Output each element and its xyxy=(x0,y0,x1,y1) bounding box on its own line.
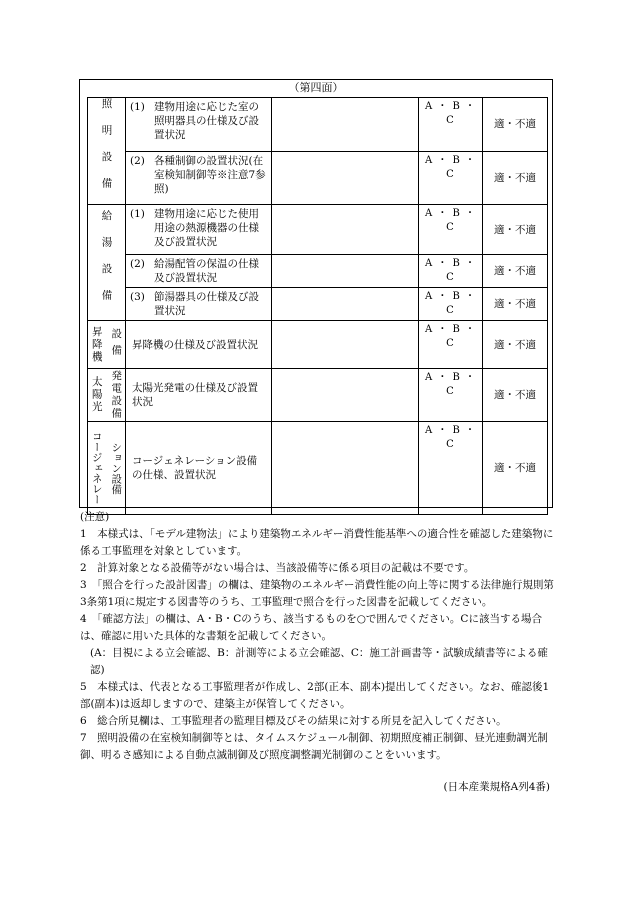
item-text: 建物用途に応じた室の照明器具の仕様及び設置状況 xyxy=(154,101,259,141)
item-number: (1) xyxy=(130,208,145,220)
note-item: 5 本様式は、代表となる工事監理者が作成し、2部(正本、副本)提出してください。なお、確認後1部(副本)は返却しますので、建築主が保管してください。 xyxy=(80,681,550,710)
design-doc-cell[interactable] xyxy=(272,321,419,369)
verdict-choice[interactable]: 適・不適 xyxy=(483,369,548,422)
item-number: (3) xyxy=(130,291,145,303)
method-choice[interactable]: A ・ B ・ C xyxy=(419,98,483,152)
item-text: 節湯器具の仕様及び設置状況 xyxy=(154,291,259,317)
verdict-choice[interactable]: 適・不適 xyxy=(483,151,548,205)
design-doc-cell[interactable] xyxy=(272,369,419,422)
item-cell xyxy=(126,288,272,321)
note-item: 2 計算対象となる設備等がない場合は、当該設備等に係る項目の記載は不要です。 xyxy=(80,562,475,574)
page-label: （第四面） xyxy=(288,81,344,94)
table-row xyxy=(88,98,548,152)
table-row xyxy=(88,369,548,422)
item-text: 昇降機の仕様及び設置状況 xyxy=(132,338,258,351)
note-item: (A：目視による立会確認、B：計測等による立会確認、C：施工計画書等・試験成績書等による確認) xyxy=(90,647,548,676)
item-cell xyxy=(126,369,272,422)
item-text: 給湯配管の保温の仕様及び設置状況 xyxy=(154,258,259,284)
item-text: 建物用途に応じた使用用途の熱源機器の仕様及び設置状況 xyxy=(154,208,259,248)
item-cell xyxy=(126,255,272,288)
category-lighting: 照明設備 xyxy=(88,98,126,205)
method-choice[interactable]: A ・ B ・ C xyxy=(419,369,483,422)
note-item: 1 本様式は、「モデル建物法」により建築物エネルギー消費性能基準への適合性を確認した建築物に係る工事監理を対象としています。 xyxy=(80,528,554,557)
category-solar: 太陽光 発電設備 xyxy=(88,369,126,422)
category-elevator: 昇降機 設備 xyxy=(88,321,126,369)
item-number: (2) xyxy=(130,258,145,270)
verdict-choice[interactable]: 適・不適 xyxy=(483,422,548,515)
item-cell xyxy=(126,151,272,205)
design-doc-cell[interactable] xyxy=(272,255,419,288)
method-choice[interactable]: A ・ B ・ C xyxy=(419,321,483,369)
table-row xyxy=(88,205,548,255)
note-item: 7 照明設備の在室検知制御等とは、タイムスケジュール制御、初期照度補正制御、昼光連動調光制御、明るさ感知による自動点滅制御及び照度調整調光制御のことをいいます。 xyxy=(80,732,548,761)
verdict-choice[interactable]: 適・不適 xyxy=(483,288,548,321)
note-item: 6 総合所見欄は、工事監理者の監理目標及びその結果に対する所見を記入してください。 xyxy=(80,715,507,727)
note-item: 4 「確認方法」の欄は、A・B・Cのうち、該当するものを○で囲んでください。Cに該当する場合は、確認に用いた具体的な書類を記載してください。 xyxy=(80,613,542,642)
item-text: コージェネレーション設備の仕様、設置状況 xyxy=(132,455,258,481)
design-doc-cell[interactable] xyxy=(272,98,419,152)
table-row xyxy=(88,422,548,515)
design-doc-cell[interactable] xyxy=(272,151,419,205)
table-row xyxy=(88,321,548,369)
table-row xyxy=(88,255,548,288)
inspection-table xyxy=(87,97,548,515)
category-cogen: コージェネレー ション設備 xyxy=(88,422,126,515)
table-row xyxy=(88,288,548,321)
design-doc-cell[interactable] xyxy=(272,205,419,255)
category-hotwater: 給湯設備 xyxy=(88,205,126,321)
design-doc-cell[interactable] xyxy=(272,422,419,515)
method-choice[interactable]: A ・ B ・ C xyxy=(419,422,483,515)
footer-standard: (日本産業規格A列4番) xyxy=(443,781,550,793)
verdict-choice[interactable]: 適・不適 xyxy=(483,321,548,369)
item-cell xyxy=(126,98,272,152)
item-number: (1) xyxy=(130,101,145,113)
item-cell xyxy=(126,205,272,255)
item-number: (2) xyxy=(130,154,145,167)
item-text: 各種制御の設置状況(在室検知制御等※注意7参照) xyxy=(154,154,266,195)
item-text: 太陽光発電の仕様及び設置状況 xyxy=(132,382,258,408)
notes-heading: (注意) xyxy=(80,511,110,523)
design-doc-cell[interactable] xyxy=(272,288,419,321)
verdict-choice[interactable]: 適・不適 xyxy=(483,255,548,288)
note-item: 3 「照合を行った設計図書」の欄は、建築物のエネルギー消費性能の向上等に関する法律施行規則第3条第1項に規定する図書等のうち、工事監理で照合を行った図書を記載してください。 xyxy=(80,579,554,608)
form-frame xyxy=(79,79,553,508)
notes-section xyxy=(80,509,555,764)
verdict-choice[interactable]: 適・不適 xyxy=(483,205,548,255)
method-choice[interactable]: A ・ B ・ C xyxy=(419,151,483,205)
verdict-choice[interactable]: 適・不適 xyxy=(483,98,548,152)
table-row xyxy=(88,151,548,205)
method-choice[interactable]: A ・ B ・ C xyxy=(419,255,483,288)
method-choice[interactable]: A ・ B ・ C xyxy=(419,288,483,321)
item-cell xyxy=(126,422,272,515)
item-cell xyxy=(126,321,272,369)
method-choice[interactable]: A ・ B ・ C xyxy=(419,205,483,255)
